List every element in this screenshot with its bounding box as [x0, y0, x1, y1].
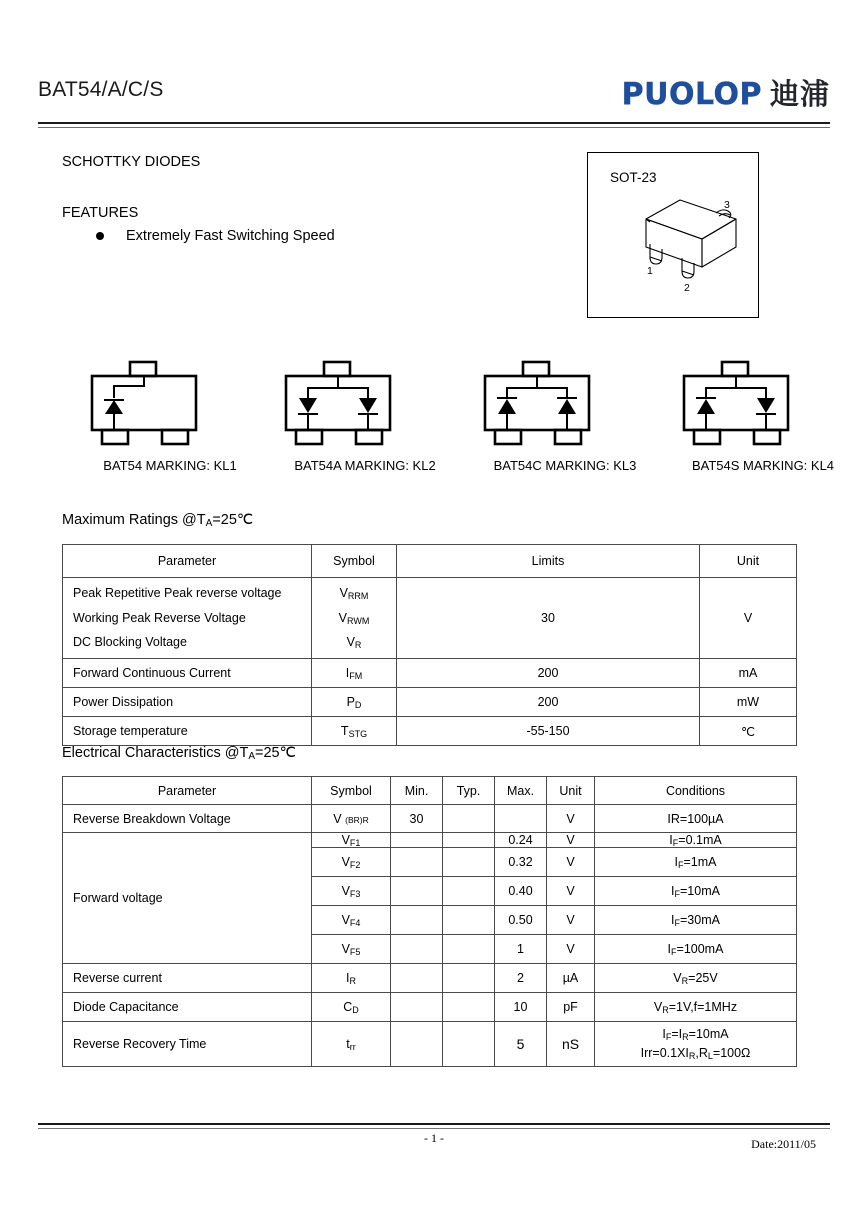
cell-conditions: IR=100µA: [595, 805, 797, 833]
electrical-characteristics-table: [62, 776, 797, 1067]
cell-max: 1: [495, 935, 547, 964]
cell-limit: 30: [397, 578, 700, 659]
cell-unit: nS: [547, 1022, 595, 1067]
cell-symbol: $I_R$: [312, 964, 391, 993]
cell-symbol: $I_{FM}$: [312, 659, 397, 688]
pin-3-label: 3: [724, 199, 730, 211]
cell-symbol: $V_{F4}$: [312, 906, 391, 935]
col-max: Max.: [495, 777, 547, 805]
table-header-row: [63, 777, 797, 805]
symbol-caption-bat54: BAT54 MARKING: KL1: [103, 458, 237, 473]
table-row: [63, 688, 797, 717]
cell-unit: pF: [547, 993, 595, 1022]
cell-symbol: $C_D$: [312, 993, 391, 1022]
cell-parameter: Power Dissipation: [63, 688, 312, 717]
symbol-caption-bat54a: BAT54A MARKING: KL2: [294, 458, 436, 473]
cell-min: [391, 906, 443, 935]
cell-min: 30: [391, 805, 443, 833]
cell-conditions: [595, 1022, 797, 1067]
cell-min: [391, 935, 443, 964]
company-logo: [622, 72, 830, 113]
cell-max: 10: [495, 993, 547, 1022]
cell-symbol: $t_{rr}$: [312, 1022, 391, 1067]
cell-parameter: Reverse current: [63, 964, 312, 993]
date-stamp: Date:2011/05: [751, 1137, 816, 1151]
features-heading: FEATURES: [62, 205, 139, 221]
table-row: [63, 805, 797, 833]
cell-limit: 200: [397, 688, 700, 717]
cell-max: 0.24: [495, 833, 547, 848]
symbol-vrrm: $V_{RRM}$: [339, 586, 369, 602]
electrical-heading-prefix: Electrical Characteristics @T: [62, 745, 249, 761]
table-row: [63, 717, 797, 746]
cell-symbol: V (BR)R: [312, 805, 391, 833]
max-ratings-heading-prefix: Maximum Ratings @T: [62, 512, 206, 528]
symbol-diagram-bat54: [78, 358, 278, 450]
cell-unit: V: [547, 805, 595, 833]
col-symbol: Symbol: [312, 777, 391, 805]
cell-parameter: Diode Capacitance: [63, 993, 312, 1022]
col-parameter: Parameter: [63, 777, 312, 805]
cell-conditions: $I_F=0.1mA$: [595, 833, 797, 848]
cell-max: 5: [495, 1022, 547, 1067]
col-unit: Unit: [700, 545, 797, 578]
cell-symbol: $T_{STG}$: [312, 717, 397, 746]
cell-parameter: Reverse Recovery Time: [63, 1022, 312, 1067]
cell-min: [391, 993, 443, 1022]
cell-parameter-group: [63, 578, 312, 659]
param-vr: DC Blocking Voltage: [73, 635, 187, 650]
cell-min: [391, 877, 443, 906]
table-row: [63, 578, 797, 659]
cell-typ: [443, 805, 495, 833]
cell-conditions: $V_R=25V$: [595, 964, 797, 993]
col-limits: Limits: [397, 545, 700, 578]
table-row: [63, 659, 797, 688]
electrical-heading-sub: A: [248, 751, 256, 762]
sot23-package-drawing: [588, 153, 758, 317]
cell-limit: 200: [397, 659, 700, 688]
cell-typ: [443, 935, 495, 964]
cell-parameter: Reverse Breakdown Voltage: [63, 805, 312, 833]
param-vrrm: Peak Repetitive Peak reverse voltage: [73, 586, 282, 601]
feature-text: Extremely Fast Switching Speed: [126, 228, 335, 244]
electrical-heading: [62, 745, 296, 761]
table-row: [63, 1022, 797, 1067]
condition-line-1: $I_F=I_R=10mA$: [662, 1026, 729, 1042]
cell-unit: V: [547, 848, 595, 877]
package-label: SOT-23: [610, 170, 657, 185]
col-min: Min.: [391, 777, 443, 805]
col-typ: Typ.: [443, 777, 495, 805]
cell-parameter-forward-voltage: Forward voltage: [63, 833, 312, 964]
pin-1-label: 1: [647, 265, 653, 277]
cell-conditions: $I_F=100mA$: [595, 935, 797, 964]
cell-unit: V: [547, 833, 595, 848]
cell-max: 0.50: [495, 906, 547, 935]
cell-unit: mA: [700, 659, 797, 688]
cell-symbol: $V_{F2}$: [312, 848, 391, 877]
cell-unit: V: [547, 935, 595, 964]
page-header: [38, 78, 830, 122]
cell-max: 2: [495, 964, 547, 993]
cell-max: 0.40: [495, 877, 547, 906]
cell-typ: [443, 833, 495, 848]
cell-conditions: $I_F=1mA$: [595, 848, 797, 877]
cell-conditions: $I_F=30mA$: [595, 906, 797, 935]
cell-conditions: $I_F=10mA$: [595, 877, 797, 906]
symbol-diagram-bat54c: [471, 358, 671, 450]
symbol-diagram-bat54s: [670, 358, 868, 450]
header-divider: [38, 122, 830, 128]
table-row: [63, 993, 797, 1022]
cell-symbol: $P_D$: [312, 688, 397, 717]
cell-unit: V: [547, 906, 595, 935]
max-ratings-heading: [62, 512, 253, 528]
table-header-row: [63, 545, 797, 578]
page-title: BAT54/A/C/S: [38, 78, 164, 101]
logo-wordmark: PUOLOP: [621, 77, 762, 112]
pin-2-label: 2: [684, 282, 690, 294]
product-type-heading: SCHOTTKY DIODES: [62, 154, 201, 170]
footer-divider: [38, 1123, 830, 1129]
condition-line-2: $Irr=0.1XI_R,R_L=100\Omega$: [640, 1046, 751, 1061]
col-symbol: Symbol: [312, 545, 397, 578]
symbol-diagram-bat54a: [272, 358, 472, 450]
cell-typ: [443, 906, 495, 935]
logo-chinese-name: 迪浦: [769, 79, 830, 111]
cell-symbol: $V_{F3}$: [312, 877, 391, 906]
package-outline-box: [587, 152, 759, 318]
cell-max: [495, 805, 547, 833]
param-vrwm: Working Peak Reverse Voltage: [73, 610, 246, 625]
cell-unit: V: [547, 877, 595, 906]
cell-min: [391, 964, 443, 993]
symbol-caption-bat54c: BAT54C MARKING: KL3: [493, 458, 637, 473]
col-conditions: Conditions: [595, 777, 797, 805]
cell-symbol-group: [312, 578, 397, 659]
cell-typ: [443, 1022, 495, 1067]
max-ratings-table: [62, 544, 797, 746]
col-unit: Unit: [547, 777, 595, 805]
feature-list-item: [96, 228, 335, 244]
max-ratings-heading-sub: A: [205, 518, 213, 529]
table-row: [63, 964, 797, 993]
symbol-caption-bat54s: BAT54S MARKING: KL4: [691, 458, 835, 473]
cell-unit: mW: [700, 688, 797, 717]
max-ratings-heading-suffix: =25℃: [212, 512, 254, 528]
symbol-vrwm: $V_{RWM}$: [338, 610, 370, 626]
cell-unit: V: [700, 578, 797, 659]
bullet-icon: [96, 232, 104, 240]
page-number: - 1 -: [424, 1131, 444, 1145]
cell-min: [391, 1022, 443, 1067]
symbol-vr: $V_R$: [346, 635, 362, 651]
cell-parameter: Forward Continuous Current: [63, 659, 312, 688]
cell-min: [391, 848, 443, 877]
electrical-heading-suffix: =25℃: [255, 745, 296, 761]
table-row: [63, 833, 797, 848]
cell-conditions: $V_R=1V,f=1MHz$: [595, 993, 797, 1022]
cell-typ: [443, 964, 495, 993]
cell-symbol: $V_{F5}$: [312, 935, 391, 964]
cell-typ: [443, 848, 495, 877]
cell-unit: ℃: [700, 717, 797, 746]
cell-typ: [443, 877, 495, 906]
col-parameter: Parameter: [63, 545, 312, 578]
cell-limit: -55-150: [397, 717, 700, 746]
cell-typ: [443, 993, 495, 1022]
cell-unit: µA: [547, 964, 595, 993]
cell-max: 0.32: [495, 848, 547, 877]
cell-symbol: $V_{F1}$: [312, 833, 391, 848]
cell-min: [391, 833, 443, 848]
cell-parameter: Storage temperature: [63, 717, 312, 746]
